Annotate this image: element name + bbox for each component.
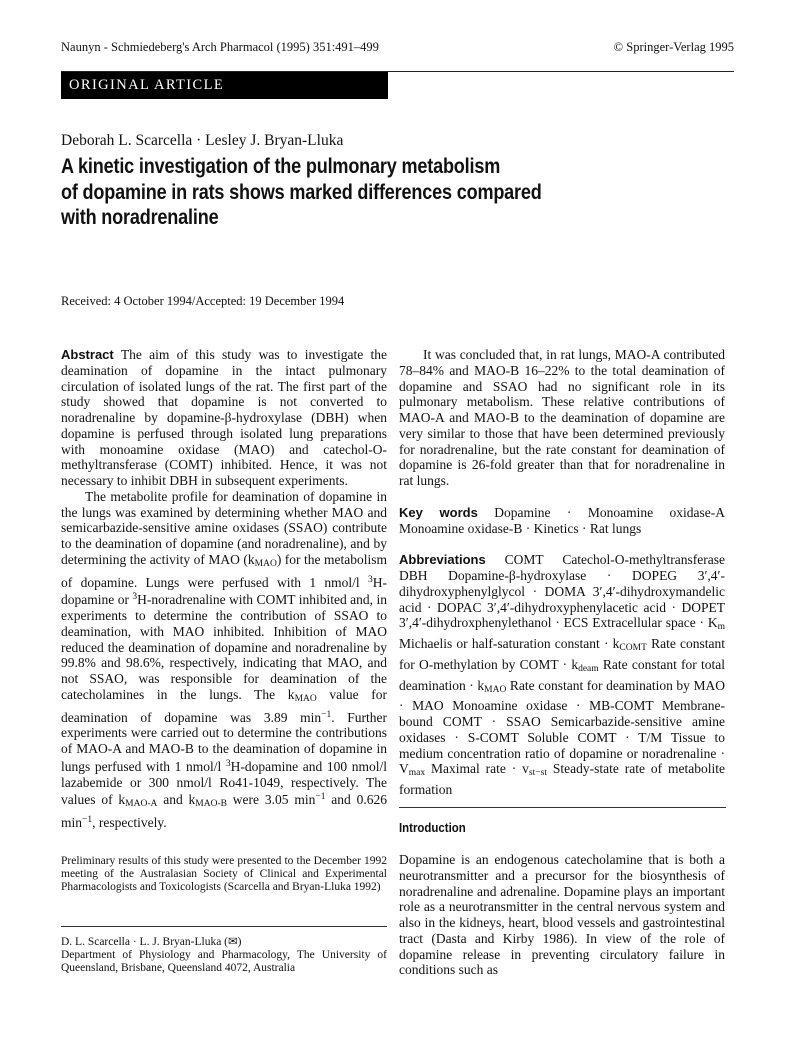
- introduction-paragraph: Dopamine is an endogenous catecholamine that is both a neurotransmitter and a precursor for the biosynthesis of noradrenaline and adrenaline. Dopamine plays an important role as a neurotransmitter in the central nervous system and also in the kidneys, heart, blood vessels and gastrointestinal tract (Dasta and Kirby 1986). In view of the role of dopamine release in preventing circulatory failure in conditions such as: [399, 852, 725, 978]
- copyright-notice: © Springer-Verlag 1995: [613, 40, 734, 54]
- abbreviations-label: Abbreviations: [399, 552, 486, 568]
- abstract-paragraph-1: Abstract The aim of this study was to investigate the deamination of dopamine in the intact pulmonary circulation of isolated lungs of the rat. The first part of the study showed that dopamine is not converted to noradrenaline by dopamine-β-hydroxylase (DBH) when dopamine is perfused through isolated lung preparations with monoamine oxidase (MAO) and catechol-O-methyltransferase (COMT) inhibited. Hence, it was not necessary to inhibit DBH in subsequent experiments.: [61, 347, 387, 488]
- title-line-1: A kinetic investigation of the pulmonary metabolism: [61, 155, 501, 178]
- introduction-rule: [399, 807, 726, 808]
- footnote-rule: [61, 926, 387, 927]
- article-title: [61, 154, 611, 231]
- received-accepted-dates: Received: 4 October 1994/Accepted: 19 December 1994: [61, 294, 345, 308]
- abstract-paragraph-2: The metabolite profile for deamination of dopamine in the lungs was examined by determining whether MAO and semicarbazide-sensitive amine oxidases (SSAO) contribute to the deamination of dopamine (and noradrenaline), and by determining the activity of MAO $(k_{MAO})$ for the metabolism of dopamine. Lungs were perfused with 1 nmol/l $^3$H-dopamine or $^3$H-noradrenaline with COMT inhibited and, in experiments to determine the contribution of SSAO to deamination, with MAO inhibited. Inhibition of MAO reduced the deamination of dopamine and noradrenaline by 99.8% and 98.6%, respectively, indicating that MAO, and not SSAO, was responsible for deamination of the catecholamines in the lungs. The $k_{MAO}$ value for deamination of dopamine was 3.89 $\min^{-1}$. Further experiments were carried out to determine the contributions of MAO-A and MAO-B to the deamination of dopamine in lungs perfused with 1 nmol/l $^3$H-dopamine and 100 nmol/l lazabemide or 300 nmol/l Ro41-1049, respectively. The values of $k_{MAO-A}$ and $k_{MAO-B}$ were 3.05 $\min^{-1}$ and 0.626 $\min^{-1}$, respectively.: [61, 488, 388, 830]
- correspondence-address: Department of Physiology and Pharmacology, The University of Queensland, Brisbane, Queensland 4072, Australia: [61, 949, 387, 974]
- presentation-footnote: Preliminary results of this study were presented to the December 1992 meeting of the Australasian Society of Clinical and Experimental Pharmacologists and Toxicologists (Scarcella and Bryan-Lluka 1992): [61, 855, 387, 893]
- author-list: Deborah L. Scarcella · Lesley J. Bryan-Lluka: [61, 132, 344, 149]
- left-column: [61, 347, 387, 831]
- title-line-2: of dopamine in rats shows marked differences compared: [61, 180, 542, 204]
- correspondence-footnote: [61, 936, 387, 975]
- abstract-label: Abstract: [61, 347, 114, 362]
- right-column: [399, 347, 725, 798]
- keywords-paragraph: Key words Dopamine · Monoamine oxidase-A Monoamine oxidase-B · Kinetics · Rat lungs: [399, 504, 726, 536]
- abstract-paragraph-3: It was concluded that, in rat lungs, MAO-A contributed 78–84% and MAO-B 16–22% to the total deamination of dopamine and SSAO had no significant role in its pulmonary metabolism. These relative contributions of MAO-A and MAO-B to the deamination of dopamine are very similar to those that have been determined previously for noradrenaline, but the rate constant for deamination of dopamine is 26-fold greater than that for noradrenaline in rat lungs.: [399, 347, 725, 488]
- correspondence-authors: D. L. Scarcella · L. J. Bryan-Lluka (✉): [61, 936, 242, 948]
- article-type-badge: ORIGINAL ARTICLE: [61, 72, 388, 99]
- keywords-label: Key words: [399, 504, 478, 520]
- journal-citation: Naunyn - Schmiedeberg's Arch Pharmacol (1995) 351:491–499: [61, 40, 379, 54]
- title-line-3: with noradrenaline: [61, 206, 219, 229]
- abbreviations-paragraph: Abbreviations COMT Catechol-O-methyltransferase DBH Dopamine-β-hydroxylase · DOPEG 3′,4′-dihydroxyphenylglycol · DOMA 3′,4′-dihydroxymandelic acid · DOPAC 3′,4′-dihydroxyphenylacetic acid · DOPET 3′,4′-dihydroxphenylethanol · ECS Extracellular space · $K_m$ Michaelis or half-saturation constant · $k_{COMT}$ Rate constant for O-methylation by COMT · $k_{deam}$ Rate constant for total deamination · $k_{MAO}$ Rate constant for deamination by MAO · MAO Monoamine oxidase · MB-COMT Membrane-bound COMT · SSAO Semicarbazide-sensitive amine oxidases · S-COMT Soluble COMT · T/M Tissue to medium concentration ratio of dopamine or noradrenaline · $V_{max}$ Maximal rate · $v_{st-st}$ Steady-state rate of metabolite formation: [399, 552, 726, 797]
- introduction-heading: Introduction: [399, 820, 466, 835]
